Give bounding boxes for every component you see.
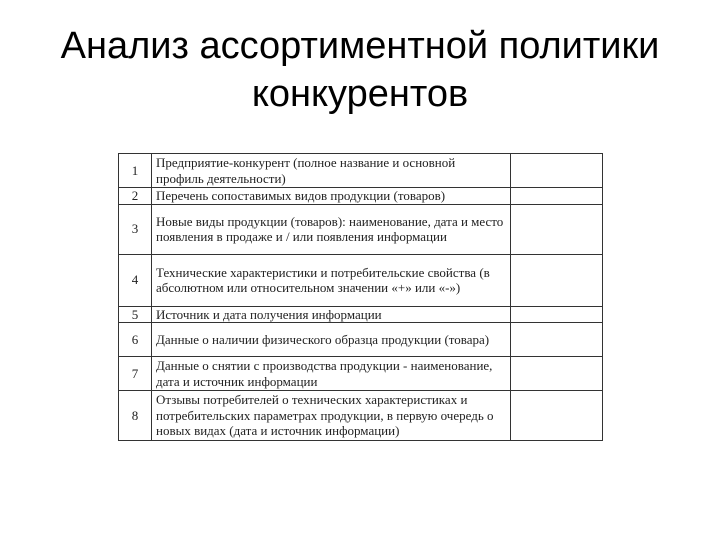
row-value-cell bbox=[511, 154, 603, 188]
row-number: 5 bbox=[119, 306, 152, 323]
row-value-cell bbox=[511, 254, 603, 306]
table-row bbox=[119, 391, 603, 441]
slide-title-line-2: конкурентов bbox=[251, 73, 469, 115]
row-value-cell bbox=[511, 204, 603, 254]
table-row bbox=[119, 154, 603, 188]
table-row bbox=[119, 357, 603, 391]
table-row bbox=[119, 204, 603, 254]
row-description: Данные о наличии физического образца продукции (товара) bbox=[152, 323, 511, 357]
row-value-cell bbox=[511, 323, 603, 357]
table-row bbox=[119, 254, 603, 306]
row-number: 1 bbox=[119, 154, 152, 188]
slide-title-line-1: Анализ ассортиментной политики bbox=[60, 25, 660, 67]
row-number: 8 bbox=[119, 391, 152, 441]
table-row bbox=[119, 188, 603, 205]
row-number: 2 bbox=[119, 188, 152, 205]
row-number: 3 bbox=[119, 204, 152, 254]
table-row bbox=[119, 323, 603, 357]
row-number: 6 bbox=[119, 323, 152, 357]
row-description: Предприятие-конкурент (полное название и основной профиль деятельности) bbox=[152, 154, 511, 188]
row-value-cell bbox=[511, 188, 603, 205]
row-description: Перечень сопоставимых видов продукции (товаров) bbox=[152, 188, 511, 205]
row-description: Источник и дата получения информации bbox=[152, 306, 511, 323]
row-description: Отзывы потребителей о технических характеристиках и потребительских параметрах продукции, в первую очередь о новых видах (дата и источник информации) bbox=[152, 391, 511, 441]
row-description: Данные о снятии с производства продукции - наименование, дата и источник информации bbox=[152, 357, 511, 391]
row-value-cell bbox=[511, 306, 603, 323]
row-number: 7 bbox=[119, 357, 152, 391]
row-description: Технические характеристики и потребительские свойства (в абсолютном или относительном значении «+» или «-») bbox=[152, 254, 511, 306]
table-row bbox=[119, 306, 603, 323]
row-value-cell bbox=[511, 357, 603, 391]
row-description: Новые виды продукции (товаров): наименование, дата и место появления в продаже и / или появления информации bbox=[152, 204, 511, 254]
row-value-cell bbox=[511, 391, 603, 441]
competitor-analysis-table bbox=[118, 153, 603, 441]
row-number: 4 bbox=[119, 254, 152, 306]
slide-title bbox=[40, 22, 680, 118]
